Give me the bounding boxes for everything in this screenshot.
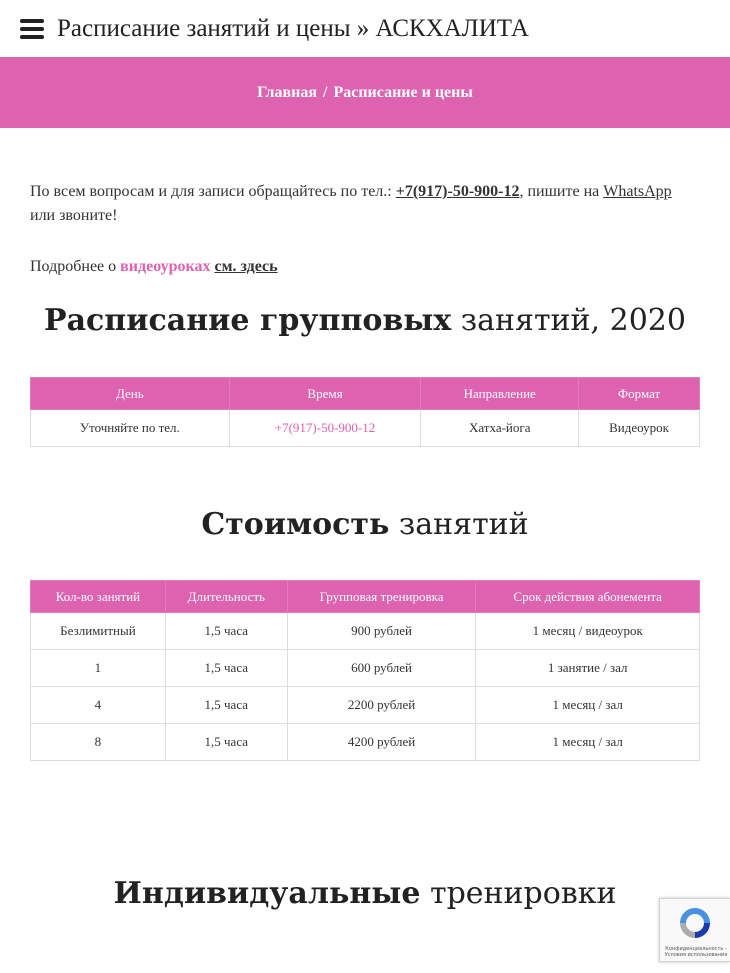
video-lessons-paragraph: [30, 258, 700, 276]
table-row: [31, 410, 700, 447]
schedule-header-time: Время: [229, 378, 421, 410]
schedule-heading: [30, 303, 700, 338]
pricing-cell: 900 рублей: [287, 613, 476, 650]
contact-paragraph: [30, 180, 700, 228]
breadcrumb: [0, 57, 730, 128]
pricing-cell: 4200 рублей: [287, 724, 476, 761]
contact-text-2: , пишите на: [519, 183, 604, 200]
pricing-header-row: [31, 581, 700, 613]
recaptcha-logo-icon: [677, 905, 713, 941]
pricing-cell: 1 месяц / видеоурок: [476, 613, 700, 650]
recaptcha-badge[interactable]: [659, 898, 730, 962]
pricing-cell: 1 месяц / зал: [476, 724, 700, 761]
schedule-cell-format: Видеоурок: [579, 410, 700, 447]
schedule-header-direction: Направление: [421, 378, 579, 410]
schedule-table: [30, 377, 700, 447]
video-lessons-highlight: видеоуроках: [120, 258, 211, 275]
see-here-link[interactable]: см. здесь: [214, 258, 278, 275]
breadcrumb-separator: /: [323, 83, 328, 101]
table-row: [31, 687, 700, 724]
recaptcha-text[interactable]: Конфиденциальность - Условия использования: [664, 946, 728, 958]
pricing-cell: 1: [31, 650, 166, 687]
breadcrumb-current: Расписание и цены: [333, 83, 473, 101]
pricing-header-duration: Длительность: [165, 581, 287, 613]
pricing-heading-bold: Стоимость: [201, 507, 390, 542]
pricing-cell: 1,5 часа: [165, 613, 287, 650]
pricing-cell: 8: [31, 724, 166, 761]
pricing-cell: 4: [31, 687, 166, 724]
breadcrumb-home-link[interactable]: Главная: [257, 83, 317, 101]
schedule-heading-rest: занятий, 2020: [451, 303, 686, 338]
pricing-cell: 1 занятие / зал: [476, 650, 700, 687]
page-title: Расписание занятий и цены » АСКХАЛИТА: [57, 14, 529, 42]
main-content: [0, 180, 730, 911]
pricing-cell: 1,5 часа: [165, 650, 287, 687]
schedule-cell-direction: Хатха-йога: [421, 410, 579, 447]
pricing-header-group: Групповая тренировка: [287, 581, 476, 613]
whatsapp-link[interactable]: WhatsApp: [603, 183, 672, 200]
table-row: [31, 650, 700, 687]
top-bar: [0, 0, 730, 57]
schedule-header-day: День: [31, 378, 230, 410]
schedule-cell-phone[interactable]: +7(917)-50-900-12: [229, 410, 421, 447]
contact-text-1: По всем вопросам и для записи обращайтесь по тел.:: [30, 183, 396, 200]
pricing-cell: 1,5 часа: [165, 724, 287, 761]
individual-heading-rest: тренировки: [420, 876, 617, 911]
pricing-cell: 1 месяц / зал: [476, 687, 700, 724]
table-row: [31, 724, 700, 761]
individual-heading: [30, 876, 700, 911]
pricing-heading-rest: занятий: [389, 507, 529, 542]
pricing-table: [30, 580, 700, 761]
table-row: [31, 613, 700, 650]
pricing-cell: Безлимитный: [31, 613, 166, 650]
contact-text-3: или звоните!: [30, 207, 118, 224]
schedule-cell-day: Уточняйте по тел.: [31, 410, 230, 447]
individual-heading-bold: Индивидуальные: [113, 876, 421, 911]
schedule-header-format: Формат: [579, 378, 700, 410]
schedule-header-row: [31, 378, 700, 410]
phone-link[interactable]: +7(917)-50-900-12: [395, 183, 520, 200]
pricing-heading: [30, 507, 700, 542]
pricing-cell: 1,5 часа: [165, 687, 287, 724]
pricing-header-count: Кол-во занятий: [31, 581, 166, 613]
pricing-cell: 2200 рублей: [287, 687, 476, 724]
schedule-heading-bold: Расписание групповых: [44, 303, 452, 338]
more-text: Подробнее о: [30, 258, 121, 275]
pricing-cell: 600 рублей: [287, 650, 476, 687]
hamburger-menu-icon[interactable]: [20, 19, 44, 39]
pricing-header-validity: Срок действия абонемента: [476, 581, 700, 613]
